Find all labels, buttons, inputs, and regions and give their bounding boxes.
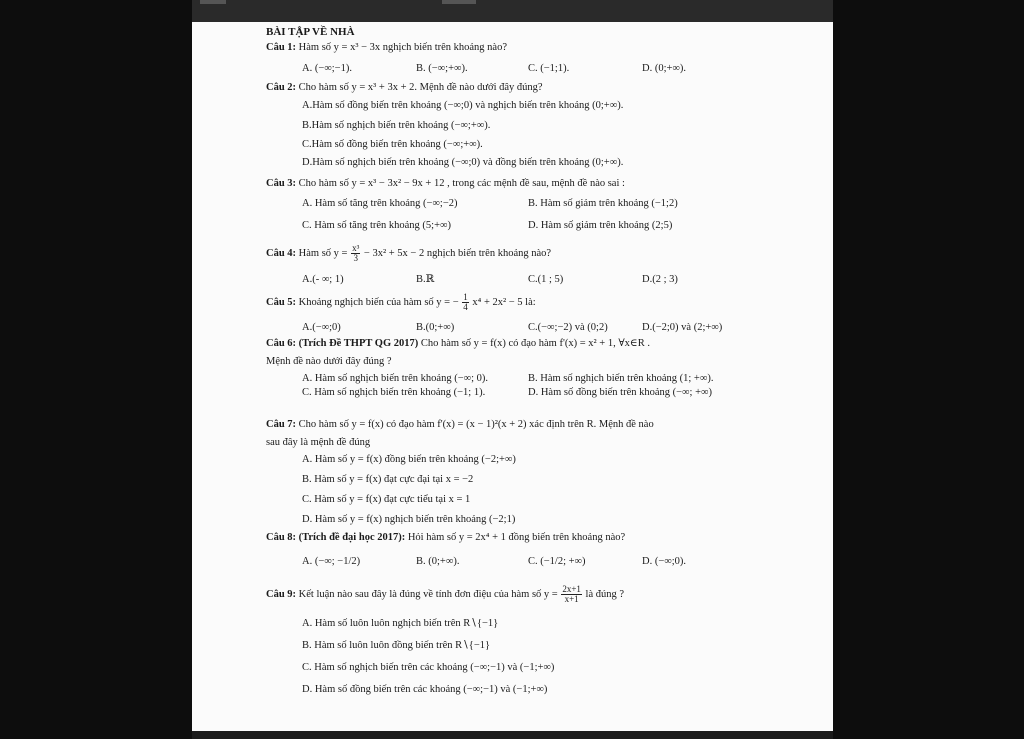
q4-option-b: B.ℝ <box>416 274 435 285</box>
q4-option-a: A.(- ∞; 1) <box>302 274 344 285</box>
q6-option-c: C. Hàm số nghịch biến trên khoảng (−1; 1). <box>302 387 486 398</box>
q1-option-c: C. (−1;1). <box>528 63 570 74</box>
q7-option-d: D. Hàm số y = f(x) nghịch biến trên khoảng (−2;1) <box>302 514 516 525</box>
q5-option-b: B.(0;+∞) <box>416 322 455 333</box>
question-5: Câu 5: Khoảng nghịch biến của hàm số y = − $\frac{1}{4}$ x⁴ + 2x² − 5 là: <box>266 292 536 312</box>
fraction: $\frac{2x+1}{x+1}$ <box>562 584 581 604</box>
q1-option-b: B. (−∞;+∞). <box>416 63 468 74</box>
q6-option-b: B. Hàm số nghịch biến trên khoảng (1; +∞). <box>528 373 714 384</box>
question-6: Câu 6: (Trích Đề THPT QG 2017) Cho hàm số y = f(x) có đạo hàm f'(x) = x² + 1, ∀x∈R . <box>266 338 650 349</box>
question-7: Câu 7: Cho hàm số y = f(x) có đạo hàm f'(x) = (x − 1)²(x + 2) xác định trên R. Mệnh đề nào <box>266 419 654 430</box>
q1-option-a: A. (−∞;−1). <box>302 63 352 74</box>
bottom-strip <box>192 731 833 739</box>
q9-option-c: C. Hàm số nghịch biến trên các khoảng (−∞;−1) và (−1;+∞) <box>302 662 555 673</box>
q6-option-a: A. Hàm số nghịch biến trên khoảng (−∞; 0). <box>302 373 489 384</box>
q4-option-c: C.(1 ; 5) <box>528 274 564 285</box>
question-9: Câu 9: Kết luận nào sau đây là đúng về tính đơn điệu của hàm số y = $\frac{2x+1}{x+1}$ là đúng ? <box>266 584 625 604</box>
q8-option-d: D. (−∞;0). <box>642 556 687 567</box>
left-dark-margin <box>0 0 192 739</box>
question-1: Câu 1: Hàm số y = x³ − 3x nghịch biến trên khoảng nào? <box>266 42 507 53</box>
q2-option-b: B.Hàm số nghịch biến trên khoảng (−∞;+∞). <box>302 120 491 131</box>
fraction: $\frac{1}{4}$ <box>463 292 468 312</box>
q9-option-d: D. Hàm số đồng biến trên các khoảng (−∞;−1) và (−1;+∞) <box>302 684 548 695</box>
fraction: $\frac{\text{x³}}{3}$ <box>352 243 360 263</box>
toolbar-mark <box>442 0 476 4</box>
q5-option-c: C.(−∞;−2) và (0;2) <box>528 322 608 333</box>
q9-option-a: A. Hàm số luôn luôn nghịch biến trên R∖{−1} <box>302 618 499 629</box>
question-8: Câu 8: (Trích đề đại học 2017): Hỏi hàm số y = 2x⁴ + 1 đồng biến trên khoảng nào? <box>266 532 626 543</box>
q3-option-a: A. Hàm số tăng trên khoảng (−∞;−2) <box>302 198 458 209</box>
right-dark-margin <box>833 0 1024 739</box>
q4-option-d: D.(2 ; 3) <box>642 274 678 285</box>
document-page <box>192 22 833 731</box>
q6-option-d: D. Hàm số đồng biến trên khoảng (−∞; +∞) <box>528 387 712 398</box>
top-toolbar-strip <box>192 0 833 22</box>
q8-option-c: C. (−1/2; +∞) <box>528 556 586 567</box>
q1-option-d: D. (0;+∞). <box>642 63 687 74</box>
q2-option-c: C.Hàm số đồng biến trên khoảng (−∞;+∞). <box>302 139 483 150</box>
q5-option-d: D.(−2;0) và (2;+∞) <box>642 322 723 333</box>
q3-option-d: D. Hàm số giảm trên khoảng (2;5) <box>528 220 673 231</box>
q2-option-a: A.Hàm số đồng biến trên khoảng (−∞;0) và nghịch biến trên khoảng (0;+∞). <box>302 100 624 111</box>
question-6-line-2: Mệnh đề nào dưới đây đúng ? <box>266 356 392 367</box>
q9-option-b: B. Hàm số luôn luôn đồng biến trên R∖{−1} <box>302 640 491 651</box>
question-3: Câu 3: Cho hàm số y = x³ − 3x² − 9x + 12 , trong các mệnh đề sau, mệnh đề nào sai : <box>266 178 625 189</box>
q7-option-b: B. Hàm số y = f(x) đạt cực đại tại x = −2 <box>302 474 474 485</box>
q3-option-b: B. Hàm số giảm trên khoảng (−1;2) <box>528 198 678 209</box>
toolbar-mark <box>200 0 226 4</box>
page-title: BÀI TẬP VỀ NHÀ <box>266 26 355 38</box>
q7-option-a: A. Hàm số y = f(x) đồng biến trên khoảng (−2;+∞) <box>302 454 516 465</box>
question-7-line-2: sau đây là mệnh đề đúng <box>266 437 371 448</box>
q2-option-d: D.Hàm số nghịch biến trên khoảng (−∞;0) và đồng biến trên khoảng (0;+∞). <box>302 157 624 168</box>
q8-option-b: B. (0;+∞). <box>416 556 460 567</box>
q7-option-c: C. Hàm số y = f(x) đạt cực tiểu tại x = 1 <box>302 494 471 505</box>
question-4: Câu 4: Hàm số y = $\frac{\text{x³}}{3}$ − 3x² + 5x − 2 nghịch biến trên khoảng nào? <box>266 243 552 263</box>
q5-option-a: A.(−∞;0) <box>302 322 341 333</box>
q3-option-c: C. Hàm số tăng trên khoảng (5;+∞) <box>302 220 452 231</box>
question-2: Câu 2: Cho hàm số y = x³ + 3x + 2. Mệnh đề nào dưới đây đúng? <box>266 82 543 93</box>
q8-option-a: A. (−∞; −1/2) <box>302 556 361 567</box>
